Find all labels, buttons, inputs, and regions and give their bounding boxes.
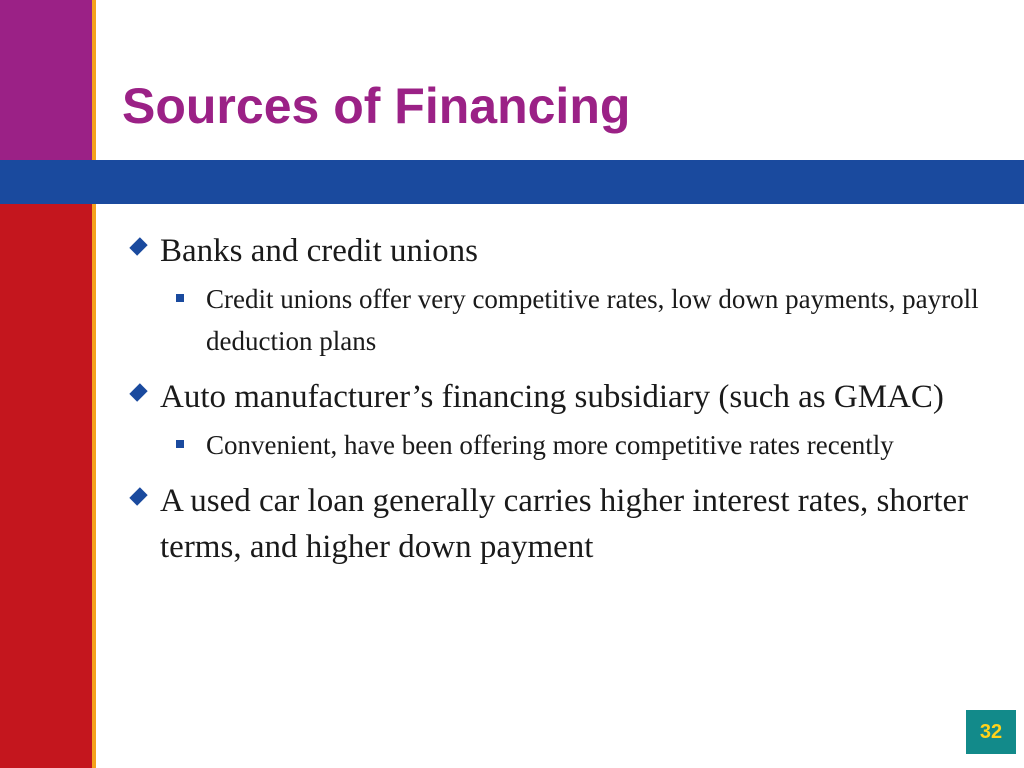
sub-bullet-text: Convenient, have been offering more competitive rates recently <box>206 430 894 460</box>
bullet-item <box>130 478 990 570</box>
diamond-bullet-icon <box>129 487 147 505</box>
left-decorative-bar <box>0 0 96 768</box>
bullet-text: Banks and credit unions <box>160 233 479 269</box>
bullet-item <box>130 228 990 274</box>
square-bullet-icon <box>176 440 184 448</box>
square-bullet-icon <box>176 294 184 302</box>
sub-bullet-item <box>130 424 990 466</box>
left-bar-red-block <box>0 204 96 768</box>
title-underline-band <box>0 160 1024 204</box>
diamond-bullet-icon <box>129 383 147 401</box>
bullet-text: Auto manufacturer’s financing subsidiary (such as GMAC) <box>160 379 944 415</box>
sub-bullet-text: Credit unions offer very competitive rates, low down payments, payroll deduction plans <box>206 284 979 356</box>
bullet-item <box>130 374 990 420</box>
sub-bullet-item <box>130 278 990 362</box>
page-number-badge: 32 <box>966 710 1016 754</box>
diamond-bullet-icon <box>129 237 147 255</box>
bullet-text: A used car loan generally carries higher interest rates, shorter terms, and higher down payment <box>160 483 969 565</box>
slide-content <box>130 228 990 574</box>
left-bar-purple-block <box>0 0 96 160</box>
slide-title: Sources of Financing <box>122 78 631 134</box>
